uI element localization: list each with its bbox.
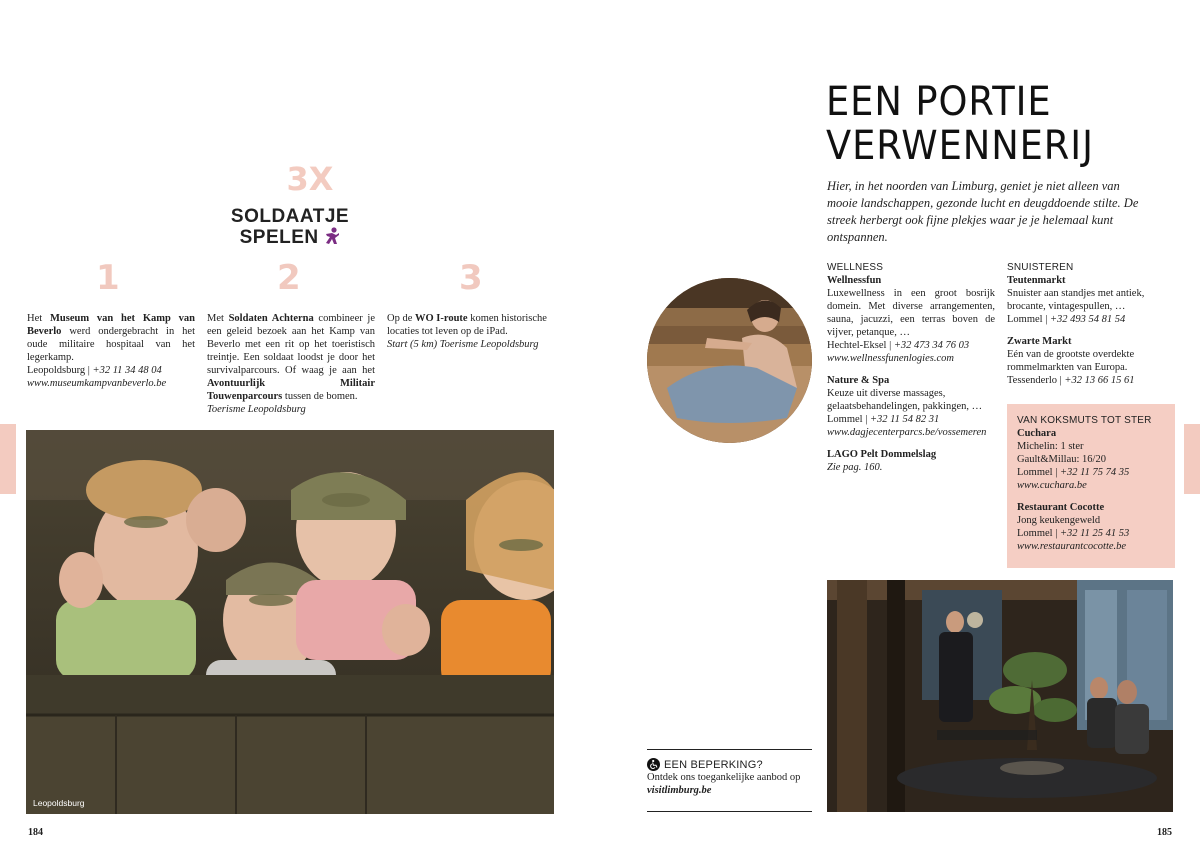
running-person-icon: [324, 227, 340, 245]
restaurant-photo: [827, 580, 1173, 812]
accessibility-text: Ontdek ons toegankelijke aanbod op: [647, 772, 801, 783]
wellnessfun-website-link[interactable]: www.wellnessfunenlogies.com: [827, 353, 954, 364]
photo-caption: Leopoldsburg: [33, 798, 85, 808]
badge-title-line1: SOLDAATJE: [230, 206, 350, 227]
column-2-text: Met Soldaten Achterna combineer je een geleid bezoek aan het Kamp van Beverlo met een rit op het toeristisch treintje. Een soldaat loodst je door het survivalparcours. Of waag je aan het Avontuurlijk Militair Touwenparcours tussen de bomen. Toerisme Leopoldsburg: [207, 313, 375, 415]
column-1-website-link[interactable]: www.museumkampvanbeverlo.be: [27, 378, 167, 389]
right-page-number: 185: [1157, 827, 1172, 838]
title-line-1: EEN PORTIE: [826, 79, 1052, 125]
cocotte-website-link[interactable]: www.restaurantcocotte.be: [1017, 541, 1127, 552]
cuchara-website-link[interactable]: www.cuchara.be: [1017, 480, 1087, 491]
visitlimburg-link[interactable]: visitlimburg.be: [647, 785, 712, 796]
badge-count: 3X: [286, 160, 334, 198]
lago-name: LAGO Pelt Dommelslag: [827, 449, 937, 460]
wellness-item-name: Wellnessfun: [827, 275, 882, 286]
cocotte-name: Restaurant Cocotte: [1017, 502, 1105, 513]
wheelchair-icon: [647, 758, 660, 771]
snuisteren-section: SNUISTEREN Teutenmarkt Snuister aan standjes met antiek, brocante, vintagespullen, … Lommel | +32 493 54 81 54 Zwarte Markt Eén van de grootste overdekte rommelmarkten van Europa. Tessenderlo | +32 13 66 15 61: [1007, 261, 1175, 387]
zwarte-markt-name: Zwarte Markt: [1007, 336, 1072, 347]
restaurant-photo-art: [827, 580, 1173, 812]
badge-title: [220, 206, 360, 248]
kids-soldier-photo: [26, 430, 554, 814]
title-line-2: VERWENNERIJ: [826, 123, 1094, 169]
accessibility-heading-row: EEN BEPERKING?: [647, 758, 812, 771]
accessibility-block: [647, 749, 812, 812]
cuchara-name: Cuchara: [1017, 428, 1057, 439]
column-3-text: Op de WO I-route komen historische locaties tot leven op de iPad. Start (5 km) Toerisme Leopoldsburg: [387, 313, 547, 350]
teutenmarkt-name: Teutenmarkt: [1007, 275, 1066, 286]
snuisteren-heading: SNUISTEREN: [1007, 262, 1074, 273]
sauna-photo-art: [647, 278, 812, 443]
page-title: [826, 80, 1094, 168]
column-1-phone: +32 11 34 48 04: [92, 365, 162, 376]
wellness-heading: WELLNESS: [827, 262, 884, 273]
left-page-number: 184: [28, 827, 43, 838]
column-1-text: Het Museum van het Kamp van Beverlo werd ondergebracht in het oude militaire hospitaal van het legerkamp. Leopoldsburg | +32 11 34 48 04 www.museumkampvanbeverlo.be: [27, 313, 195, 389]
sauna-photo: [647, 278, 812, 443]
right-edge-tab: [1184, 424, 1200, 494]
badge-title-line2: SPELEN: [220, 227, 360, 248]
wellness-section: WELLNESS Wellnessfun Luxewellness in een groot bosrijk domein. Met diverse arrangementen, sauna, jacuzzi, een terras boven de vijver, petanque, … Hechtel-Eksel | +32 473 34 76 03 www.wellnessfunenlogies.com Nature & Spa Keuze uit diverse massages, gelaatsbehandelingen, pakkingen, … Lommel | +32 11 54 82 31 www.dagjecenterparcs.be/vossemeren LAGO Pelt Dommelslag Zie pag. 160.: [827, 262, 995, 473]
column-number-2: 2: [277, 258, 301, 298]
koksmuts-heading: VAN KOKSMUTS TOT STER: [1017, 415, 1152, 426]
kids-photo-art: [26, 430, 554, 814]
nature-spa-name: Nature & Spa: [827, 375, 890, 386]
intro-text: Hier, in het noorden van Limburg, geniet je niet alleen van mooie landschappen, gezonde lucht en deugddoende stilte. De streek herbergt ook fijne plekjes waar je je helemaal kunt ontspannen.: [827, 179, 1139, 244]
column-number-3: 3: [459, 258, 483, 298]
column-number-1: 1: [96, 258, 120, 298]
left-edge-tab: [0, 424, 16, 494]
koksmuts-box: VAN KOKSMUTS TOT STER Cuchara Michelin: 1 ster Gault&Millau: 16/20 Lommel | +32 11 75 74 35 www.cuchara.be Restaurant Cocotte Jong keukengeweld Lommel | +32 11 25 41 53 www.restaurantcocotte.be: [1007, 404, 1175, 568]
nature-spa-website-link[interactable]: www.dagjecenterparcs.be/vossemeren: [827, 427, 987, 438]
